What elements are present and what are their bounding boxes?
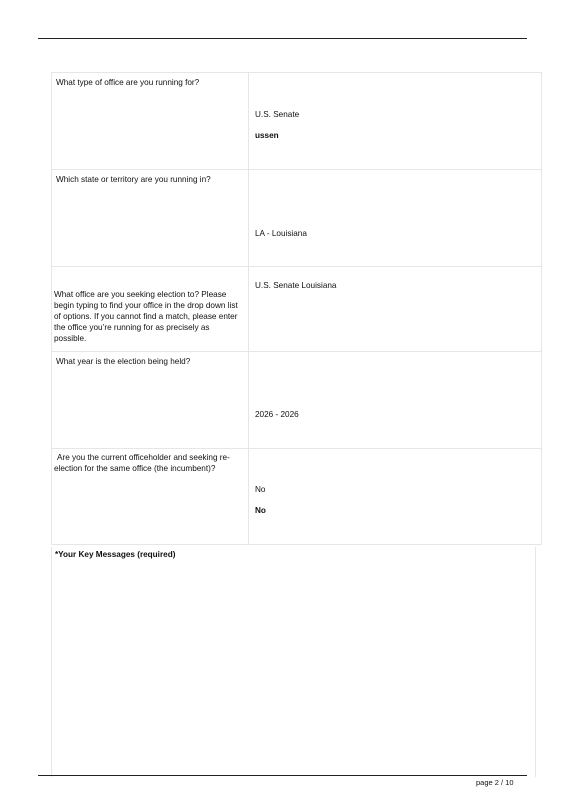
answer-incumbent: No [255, 485, 266, 494]
question-office-type: What type of office are you running for? [56, 78, 200, 87]
question-state: Which state or territory are you running in? [56, 175, 211, 184]
table-row [52, 170, 542, 267]
table-row [52, 267, 542, 352]
footer-rule [38, 775, 527, 776]
answer-office-code: ussen [255, 131, 279, 140]
question-office-seeking: What office are you seeking election to? Please begin typing to find your office in the drop down list of options. If you cannot find a match, please enter the office you’re running for as precisely as possible. [54, 290, 238, 343]
question-election-year: What year is the election being held? [56, 357, 191, 366]
answer-election-year: 2026 - 2026 [255, 410, 299, 419]
form-table [51, 72, 542, 545]
key-messages-label: *Your Key Messages (required) [55, 550, 176, 559]
answer-incumbent-code: No [255, 506, 266, 515]
answer-office-seeking: U.S. Senate Louisiana [255, 281, 337, 290]
table-row [52, 449, 542, 545]
answer-office-type: U.S. Senate [255, 110, 300, 119]
answer-state: LA - Louisiana [255, 229, 307, 238]
question-incumbent: Are you the current officeholder and seeking re-election for the same office (the incumbent)? [54, 453, 230, 473]
header-rule [38, 38, 527, 39]
key-messages-box [51, 547, 536, 777]
table-row [52, 352, 542, 449]
table-row [52, 73, 542, 170]
page-number: page 2 / 10 [476, 778, 514, 787]
